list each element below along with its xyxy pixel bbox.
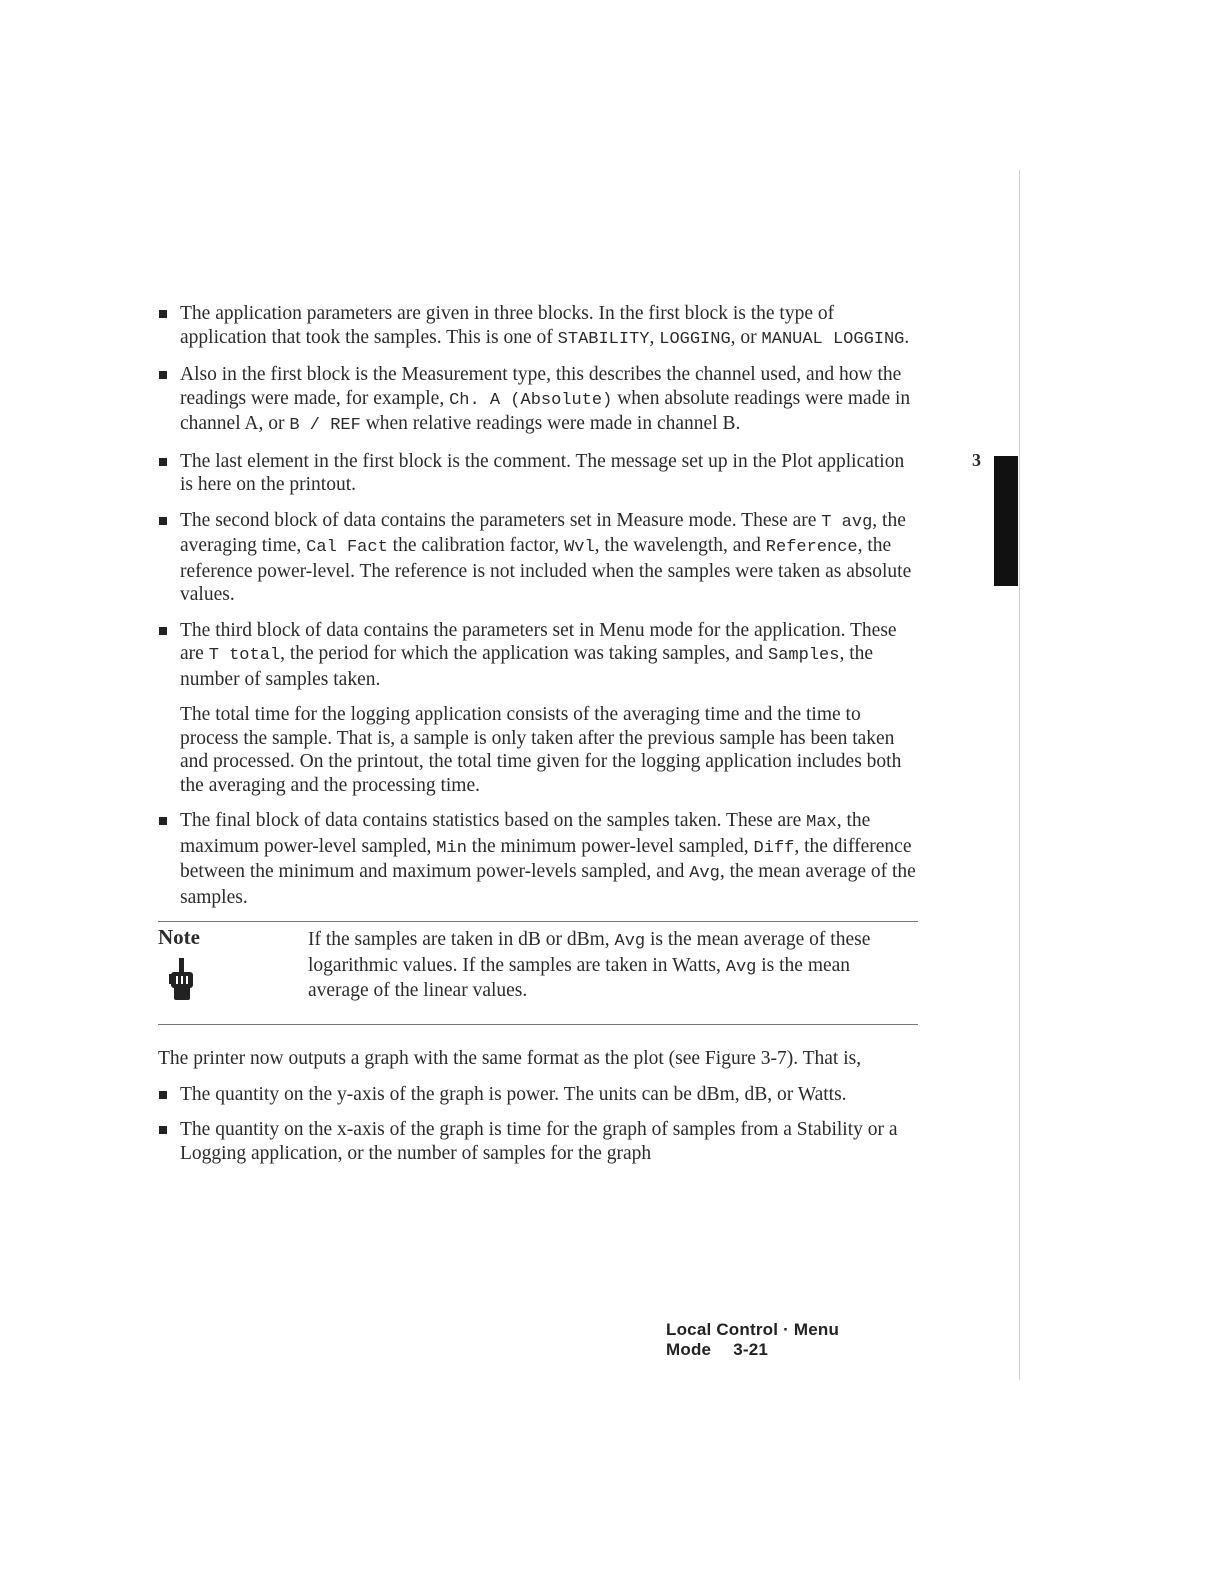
code-term: Samples [768, 646, 840, 665]
text-run: The quantity on the x-axis of the graph is time for the graph of samples from a Stability or a Logging application, or the number of samples for the graph [180, 1119, 898, 1164]
bullet-item [158, 809, 918, 909]
text-run: , the period for which the application was taking samples, and [280, 643, 769, 664]
code-term: Wvl [564, 538, 595, 557]
bullet-item [158, 363, 918, 438]
indent-paragraph: The total time for the logging application consists of the averaging time and the time to process the sample. That is, a sample is only taken after the previous sample has been taken and processed. On the printout, the total time given for the logging application includes both the averaging and the processing time. [180, 704, 902, 796]
code-term: B / REF [289, 416, 361, 435]
pointing-hand-icon [166, 958, 200, 1002]
text-run: . [904, 326, 910, 348]
code-term: T avg [821, 512, 873, 532]
note-label: Note [158, 925, 200, 949]
bullet-list-3 [158, 1083, 918, 1166]
bullet-item [158, 619, 918, 692]
bullet-item [158, 450, 918, 497]
bullet-list-2 [158, 809, 918, 909]
text-run: The third block of data contains the parameters set in Menu mode for the application. These are [180, 619, 897, 664]
text-run: , the difference between the minimum and maximum power-levels sampled, and [180, 835, 912, 882]
text-run: , the maximum power-level sampled, [180, 810, 871, 857]
code-term: Avg [725, 957, 757, 977]
text-run: the calibration factor, [387, 535, 565, 556]
chapter-tab-marker [994, 456, 1018, 586]
footer-section-title: Local Control · Menu Mode [666, 1320, 840, 1359]
code-term: STABILITY [557, 329, 650, 349]
text-run: , the mean average of the samples. [180, 861, 916, 908]
page-footer [666, 1320, 918, 1360]
text-run: the minimum power-level sampled, [466, 835, 754, 857]
footer-page-number: 3-21 [733, 1340, 769, 1359]
code-term: Min [436, 838, 467, 858]
body-paragraph: The printer now outputs a graph with the same format as the plot (see Figure 3-7). That is, [158, 1048, 862, 1069]
page-content [158, 302, 918, 1177]
bullet-item [158, 509, 918, 607]
bullet-item [158, 302, 918, 351]
code-term: T total [208, 646, 281, 665]
chapter-number: 3 [972, 450, 981, 470]
bullet-list-1 [158, 302, 918, 691]
bullet-item [158, 1083, 918, 1107]
text-run: , the reference power-level. The reference is not included when the samples were taken as absolute values. [180, 535, 912, 605]
code-term: LOGGING [659, 329, 731, 349]
text-run: The application parameters are given in three blocks. In the first block is the type of application that took the samples. This is one of [180, 303, 835, 348]
text-run: The final block of data contains statistics based on the samples taken. These are [180, 810, 807, 831]
note-text [308, 928, 908, 1003]
code-term: Diff [753, 838, 795, 858]
text-run: , the wavelength, and [594, 535, 766, 556]
page-edge-line [1019, 170, 1020, 1380]
text-run: The second block of data contains the parameters set in Measure mode. These are [180, 509, 822, 531]
text-run: Also in the first block is the Measurement type, this describes the channel used, and how the readings were made, for example, [180, 364, 902, 409]
code-term: MANUAL LOGGING [761, 329, 905, 349]
text-run: when absolute readings were made in channel A, or [180, 387, 911, 434]
text-run: , [649, 326, 660, 348]
text-run: is the mean average of these logarithmic values. If the samples are taken in Watts, [308, 929, 871, 976]
code-term: Cal Fact [306, 538, 388, 557]
text-run: If the samples are taken in dB or dBm, [308, 929, 615, 950]
text-run: , the number of samples taken. [180, 643, 874, 690]
code-term: Ch. A (Absolute) [449, 390, 613, 410]
code-term: Avg [689, 864, 720, 883]
code-term: Reference [765, 538, 858, 557]
code-term: Max [806, 813, 837, 832]
note-box [158, 921, 918, 1025]
text-run: The last element in the first block is the comment. The message set up in the Plot application is here on the printout. [180, 450, 905, 495]
text-run: , or [730, 326, 762, 348]
bullet-item [158, 1118, 918, 1165]
code-term: Avg [614, 932, 646, 951]
text-run: when relative readings were made in channel B. [360, 413, 741, 434]
text-run: is the mean average of the linear values. [308, 954, 851, 1001]
text-run: , the averaging time, [180, 509, 906, 556]
text-run: The quantity on the y-axis of the graph is power. The units can be dBm, dB, or Watts. [180, 1083, 847, 1105]
